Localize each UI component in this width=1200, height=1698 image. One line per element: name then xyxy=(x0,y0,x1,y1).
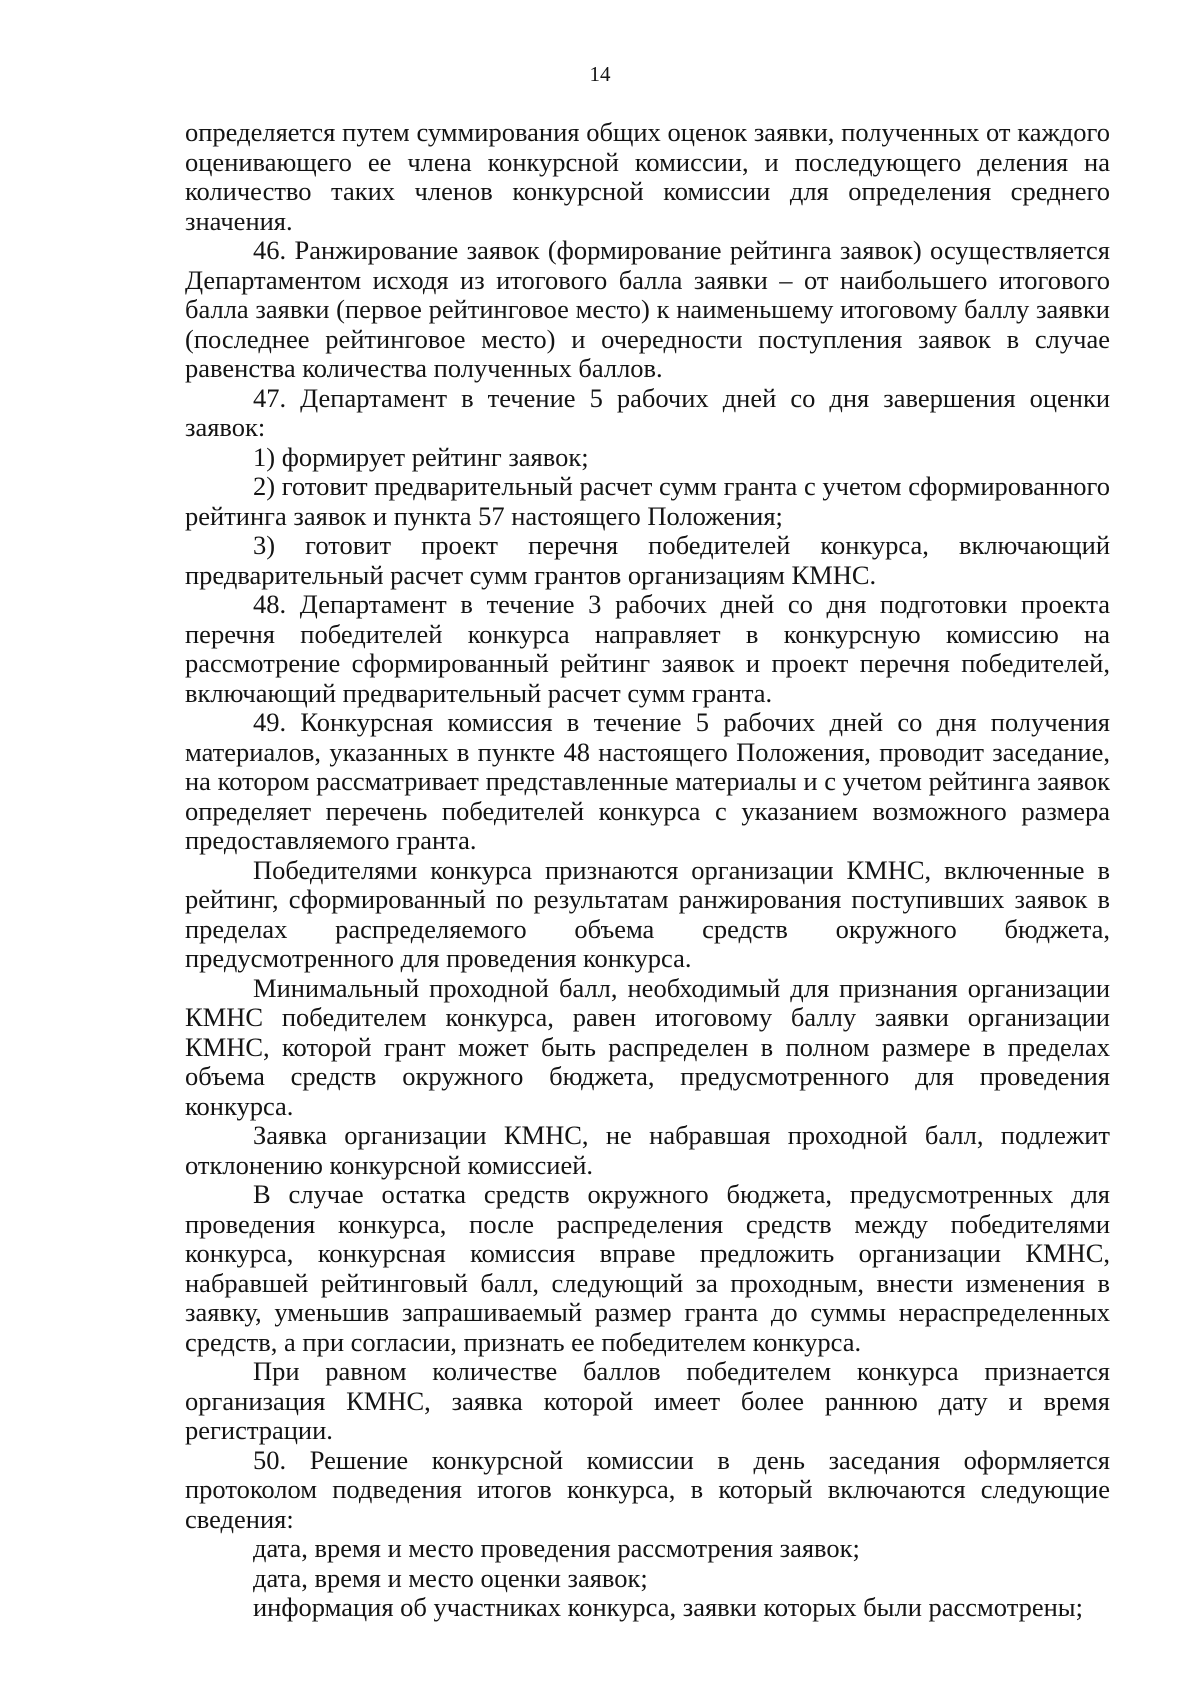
paragraph-46: 46. Ранжирование заявок (формирование рейтинга заявок) осуществляется Департаментом исходя из итогового балла заявки – от наибольшего итогового балла заявки (первое рейтинговое место) к наименьшему итоговому баллу заявки (последнее рейтинговое место) и очередности поступления заявок в случае равенства количества полученных баллов. xyxy=(185,235,1110,383)
paragraph-equal-score: При равном количестве баллов победителем конкурса признается организация КМНС, заявка которой имеет более раннюю дату и время регистрации. xyxy=(185,1356,1110,1445)
paragraph-50-item-3: информация об участниках конкурса, заявки которых были рассмотрены; xyxy=(253,1592,1083,1622)
paragraph-50-item-2: дата, время и место оценки заявок; xyxy=(253,1562,648,1593)
paragraph-50: 50. Решение конкурсной комиссии в день заседания оформляется протоколом подведения итогов конкурса, в который включаются следующие сведения: xyxy=(185,1444,1110,1534)
paragraph-winners: Победителями конкурса признаются организации КМНС, включенные в рейтинг, сформированный по результатам ранжирования поступивших заявок в пределах распределяемого объема средств окружного бюджета, предусмотренного для проведения конкурса. xyxy=(185,854,1110,973)
paragraph-continuation: определяется путем суммирования общих оценок заявки, полученных от каждого оценивающего ее члена конкурсной комиссии, и последующего деления на количество таких членов конкурсной комиссии для определения среднего значения. xyxy=(185,117,1110,236)
paragraph-48: 48. Департамент в течение 3 рабочих дней со дня подготовки проекта перечня победителей конкурса направляет в конкурсную комиссию на рассмотрение сформированный рейтинг заявок и проект перечня победителей, включающий предварительный расчет сумм гранта. xyxy=(185,589,1110,708)
document-body xyxy=(185,118,1110,1623)
paragraph-49: 49. Конкурсная комиссия в течение 5 рабочих дней со дня получения материалов, указанных в пункте 48 настоящего Положения, проводит заседание, на котором рассматривает представленные материалы и с учетом рейтинга заявок определяет перечень победителей конкурса с указанием возможного размера предоставляемого гранта. xyxy=(185,707,1110,855)
paragraph-remaining-funds: В случае остатка средств окружного бюджета, предусмотренных для проведения конкурса, после распределения средств между победителями конкурса, конкурсная комиссия вправе предложить организации КМНС, набравшей рейтинговый балл, следующий за проходным, внести изменения в заявку, уменьшив запрашиваемый размер гранта до суммы нераспределенных средств, а при согласии, признать ее победителем конкурса. xyxy=(185,1179,1110,1357)
page-number: 14 xyxy=(589,62,611,86)
paragraph-rejection: Заявка организации КМНС, не набравшая проходной балл, подлежит отклонению конкурсной комиссией. xyxy=(185,1120,1110,1180)
paragraph-47-item-3: 3) готовит проект перечня победителей конкурса, включающий предварительный расчет сумм грантов организациям КМНС. xyxy=(185,530,1110,590)
paragraph-47-item-2: 2) готовит предварительный расчет сумм гранта с учетом сформированного рейтинга заявок и пункта 57 настоящего Положения; xyxy=(185,471,1110,531)
paragraph-minimum-score: Минимальный проходной балл, необходимый для признания организации КМНС победителем конкурса, равен итоговому баллу заявки организации КМНС, которой грант может быть распределен в полном размере в пределах объема средств окружного бюджета, предусмотренного для проведения конкурса. xyxy=(185,972,1110,1121)
paragraph-47: 47. Департамент в течение 5 рабочих дней со дня завершения оценки заявок: xyxy=(185,382,1110,442)
paragraph-50-item-1: дата, время и место проведения рассмотрения заявок; xyxy=(253,1533,860,1563)
paragraph-47-item-1: 1) формирует рейтинг заявок; xyxy=(253,441,589,472)
